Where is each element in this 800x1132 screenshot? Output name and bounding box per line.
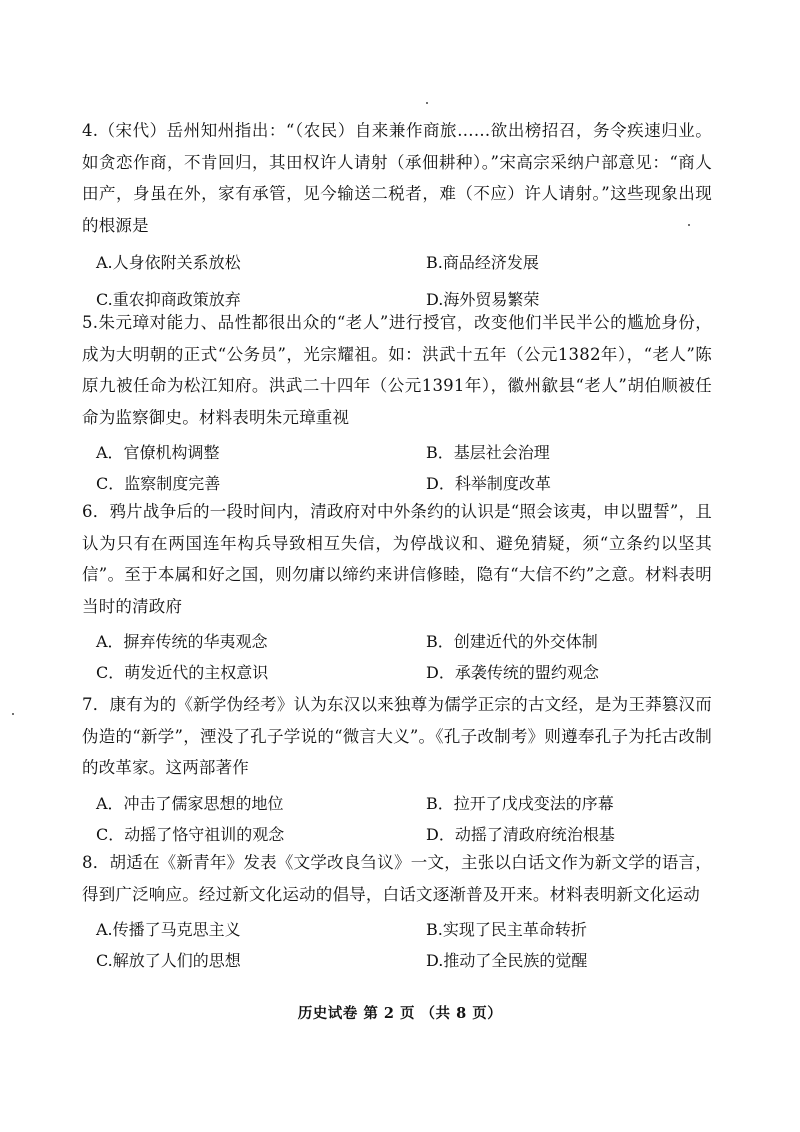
options-row: [96, 819, 712, 850]
option-d: D．动摇了清政府统治根基: [426, 824, 615, 844]
option-c: C．动摇了恪守祖训的观念: [96, 824, 285, 844]
options-row: [96, 626, 712, 657]
option-b: B．创建近代的外交体制: [426, 632, 598, 651]
options-row: [96, 788, 712, 819]
scan-speck: [12, 713, 14, 715]
question-4: [82, 115, 712, 315]
question-5: [82, 307, 712, 499]
option-a: A．官僚机构调整: [96, 443, 220, 462]
question-stem: 6．鸦片战争后的一段时间内，清政府对中外条约的认识是“照会该夷，申以盟誓”，且认为只有在两国连年构兵导致相互失信，为停战议和、避免猜疑，须“立条约以坚其信”。至于本属和好之国，则勿庸以缔约来讲信修睦，隐有“大信不约”之意。材料表明当时的清政府: [82, 502, 712, 616]
question-stem: 4.（宋代）岳州知州指出：“（农民）自来兼作商旅……欲出榜招召，务令疾速归业。如贪恋作商，不肯回归，其田权许人请射（承佃耕种）。”宋高宗采纳户部意见：“商人田产，身虽在外，家有承管，见今输送二税者，难（不应）许人请射。”这些现象出现的根源是: [82, 121, 712, 235]
question-7: [82, 689, 712, 850]
options-row: [96, 247, 712, 278]
scan-speck: [426, 102, 428, 104]
option-a: A．摒弃传统的华夷观念: [96, 632, 268, 651]
question-6: [82, 496, 712, 688]
option-b: B．拉开了戊戌变法的序幕: [426, 793, 614, 813]
options-row: [96, 945, 712, 976]
option-b: B.实现了民主革命转折: [426, 920, 587, 939]
scan-speck: [688, 224, 690, 226]
options-row: [96, 468, 712, 499]
question-8: [82, 847, 712, 976]
option-d: D．科举制度改革: [426, 474, 551, 493]
question-stem: 7．康有为的《新学伪经考》认为东汉以来独尊为儒学正宗的古文经，是为王莽篡汉而伪造的“新学”，湮没了孔子学说的“微言大义”。《孔子改制考》则遵奉孔子为托古改制的改革家。这两部著作: [82, 695, 712, 777]
option-c: C.重农抑商政策放弃: [96, 290, 241, 309]
option-d: D．承袭传统的盟约观念: [426, 663, 599, 682]
option-c: C.解放了人们的思想: [96, 951, 241, 970]
options-row: [96, 437, 712, 468]
option-d: D.推动了全民族的觉醒: [426, 951, 588, 970]
option-b: B．基层社会治理: [426, 443, 550, 462]
options-row: [96, 914, 712, 945]
page-footer: 历史试卷 第 2 页 （共 8 页）: [297, 1005, 503, 1022]
question-stem: 5.朱元璋对能力、品性都很出众的“老人”进行授官，改变他们半民半公的尴尬身份，成为大明朝的正式“公务员”，光宗耀祖。如：洪武十五年（公元1382年），“老人”陈原九被任命为松江知府。洪武二十四年（公元1391年），徽州歙县“老人”胡伯顺被任命为监察御史。材料表明朱元璋重视: [82, 313, 712, 427]
options-row: [96, 657, 712, 688]
option-a: A.人身依附关系放松: [96, 253, 241, 272]
option-c: C．监察制度完善: [96, 474, 221, 493]
option-c: C．萌发近代的主权意识: [96, 663, 269, 682]
option-b: B.商品经济发展: [426, 253, 539, 272]
option-d: D.海外贸易繁荣: [426, 290, 540, 309]
option-a: A．冲击了儒家思想的地位: [96, 793, 284, 813]
option-a: A.传播了马克思主义: [96, 920, 241, 939]
question-stem: 8．胡适在《新青年》发表《文学改良刍议》一文，主张以白话文作为新文学的语言，得到广泛响应。经过新文化运动的倡导，白话文逐渐普及开来。材料表明新文化运动: [82, 853, 712, 904]
